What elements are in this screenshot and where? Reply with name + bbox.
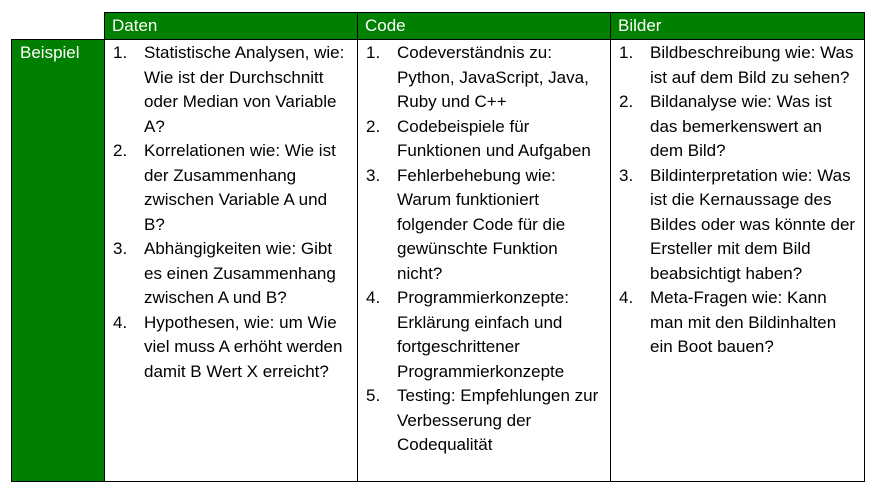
list-number: 3. bbox=[366, 165, 381, 185]
examples-table bbox=[11, 12, 865, 482]
cell-bilder bbox=[611, 40, 865, 482]
list-number: 1. bbox=[619, 43, 634, 62]
list-item bbox=[619, 90, 858, 164]
list-number: 2. bbox=[113, 141, 128, 160]
list-number: 3. bbox=[619, 165, 634, 185]
list-item-text: Bildbeschreibung wie: Was ist auf dem Bild zu sehen? bbox=[650, 43, 854, 87]
list-item bbox=[366, 164, 604, 287]
list-item bbox=[619, 164, 858, 287]
list-item-text: Korrelationen wie: Wie ist der Zusammenhang zwischen Variable A und B? bbox=[144, 141, 336, 234]
list-item bbox=[113, 41, 351, 139]
list-item-text: Bildanalyse wie: Was ist das bemerkenswert an dem Bild? bbox=[650, 92, 832, 160]
list-number: 2. bbox=[366, 116, 381, 136]
list-number: 2. bbox=[619, 92, 634, 111]
list-number: 4. bbox=[113, 312, 128, 332]
list-item-text: Abhängigkeiten wie: Gibt es einen Zusammenhang zwischen A und B? bbox=[144, 239, 336, 307]
cell-code bbox=[358, 40, 611, 482]
list-item-text: Statistische Analysen, wie: Wie ist der Durchschnitt oder Median von Variable A? bbox=[144, 43, 345, 136]
list-number: 4. bbox=[619, 288, 634, 307]
beispiel-row bbox=[12, 40, 865, 482]
list-item bbox=[113, 311, 351, 385]
list-item-text: Hypothesen, wie: um Wie viel muss A erhöht werden damit B Wert X erreicht? bbox=[144, 312, 343, 381]
list-item-text: Meta-Fragen wie: Kann man mit den Bildinhalten ein Boot bauen? bbox=[650, 288, 837, 356]
list-item bbox=[366, 115, 604, 164]
list-number: 3. bbox=[113, 239, 128, 258]
header-code: Code bbox=[358, 13, 611, 40]
list-number: 4. bbox=[366, 288, 381, 307]
header-bilder: Bilder bbox=[611, 13, 865, 40]
list-number: 1. bbox=[113, 43, 128, 62]
list-number: 1. bbox=[366, 43, 381, 62]
list-bilder bbox=[619, 41, 858, 360]
list-item bbox=[366, 41, 604, 115]
list-item bbox=[619, 41, 858, 90]
header-row bbox=[12, 13, 865, 40]
list-item bbox=[366, 384, 604, 458]
list-item-text: Codebeispiele für Funktionen und Aufgaben bbox=[397, 116, 591, 160]
list-number: 5. bbox=[366, 386, 381, 405]
row-label-beispiel: Beispiel bbox=[12, 40, 105, 482]
list-item-text: Bildinterpretation wie: Was ist die Kernaussage des Bildes oder was könnte der Ersteller mit dem Bild beabsichtigt haben? bbox=[650, 165, 856, 283]
header-daten: Daten bbox=[105, 13, 358, 40]
list-item bbox=[619, 286, 858, 360]
list-item-text: Fehlerbehebung wie: Warum funktioniert folgender Code für die gewünschte Funktion nicht? bbox=[397, 165, 566, 283]
list-item bbox=[113, 237, 351, 311]
list-item-text: Codeverständnis zu: Python, JavaScript, Java, Ruby und C++ bbox=[397, 43, 589, 111]
cell-daten bbox=[105, 40, 358, 482]
list-code bbox=[366, 41, 604, 458]
header-corner-cell bbox=[12, 13, 105, 40]
list-item bbox=[366, 286, 604, 384]
list-daten bbox=[113, 41, 351, 384]
list-item bbox=[113, 139, 351, 237]
list-item-text: Testing: Empfehlungen zur Verbesserung der Codequalität bbox=[397, 386, 599, 454]
list-item-text: Programmierkonzepte: Erklärung einfach und fortgeschrittener Programmierkonzepte bbox=[397, 288, 569, 381]
